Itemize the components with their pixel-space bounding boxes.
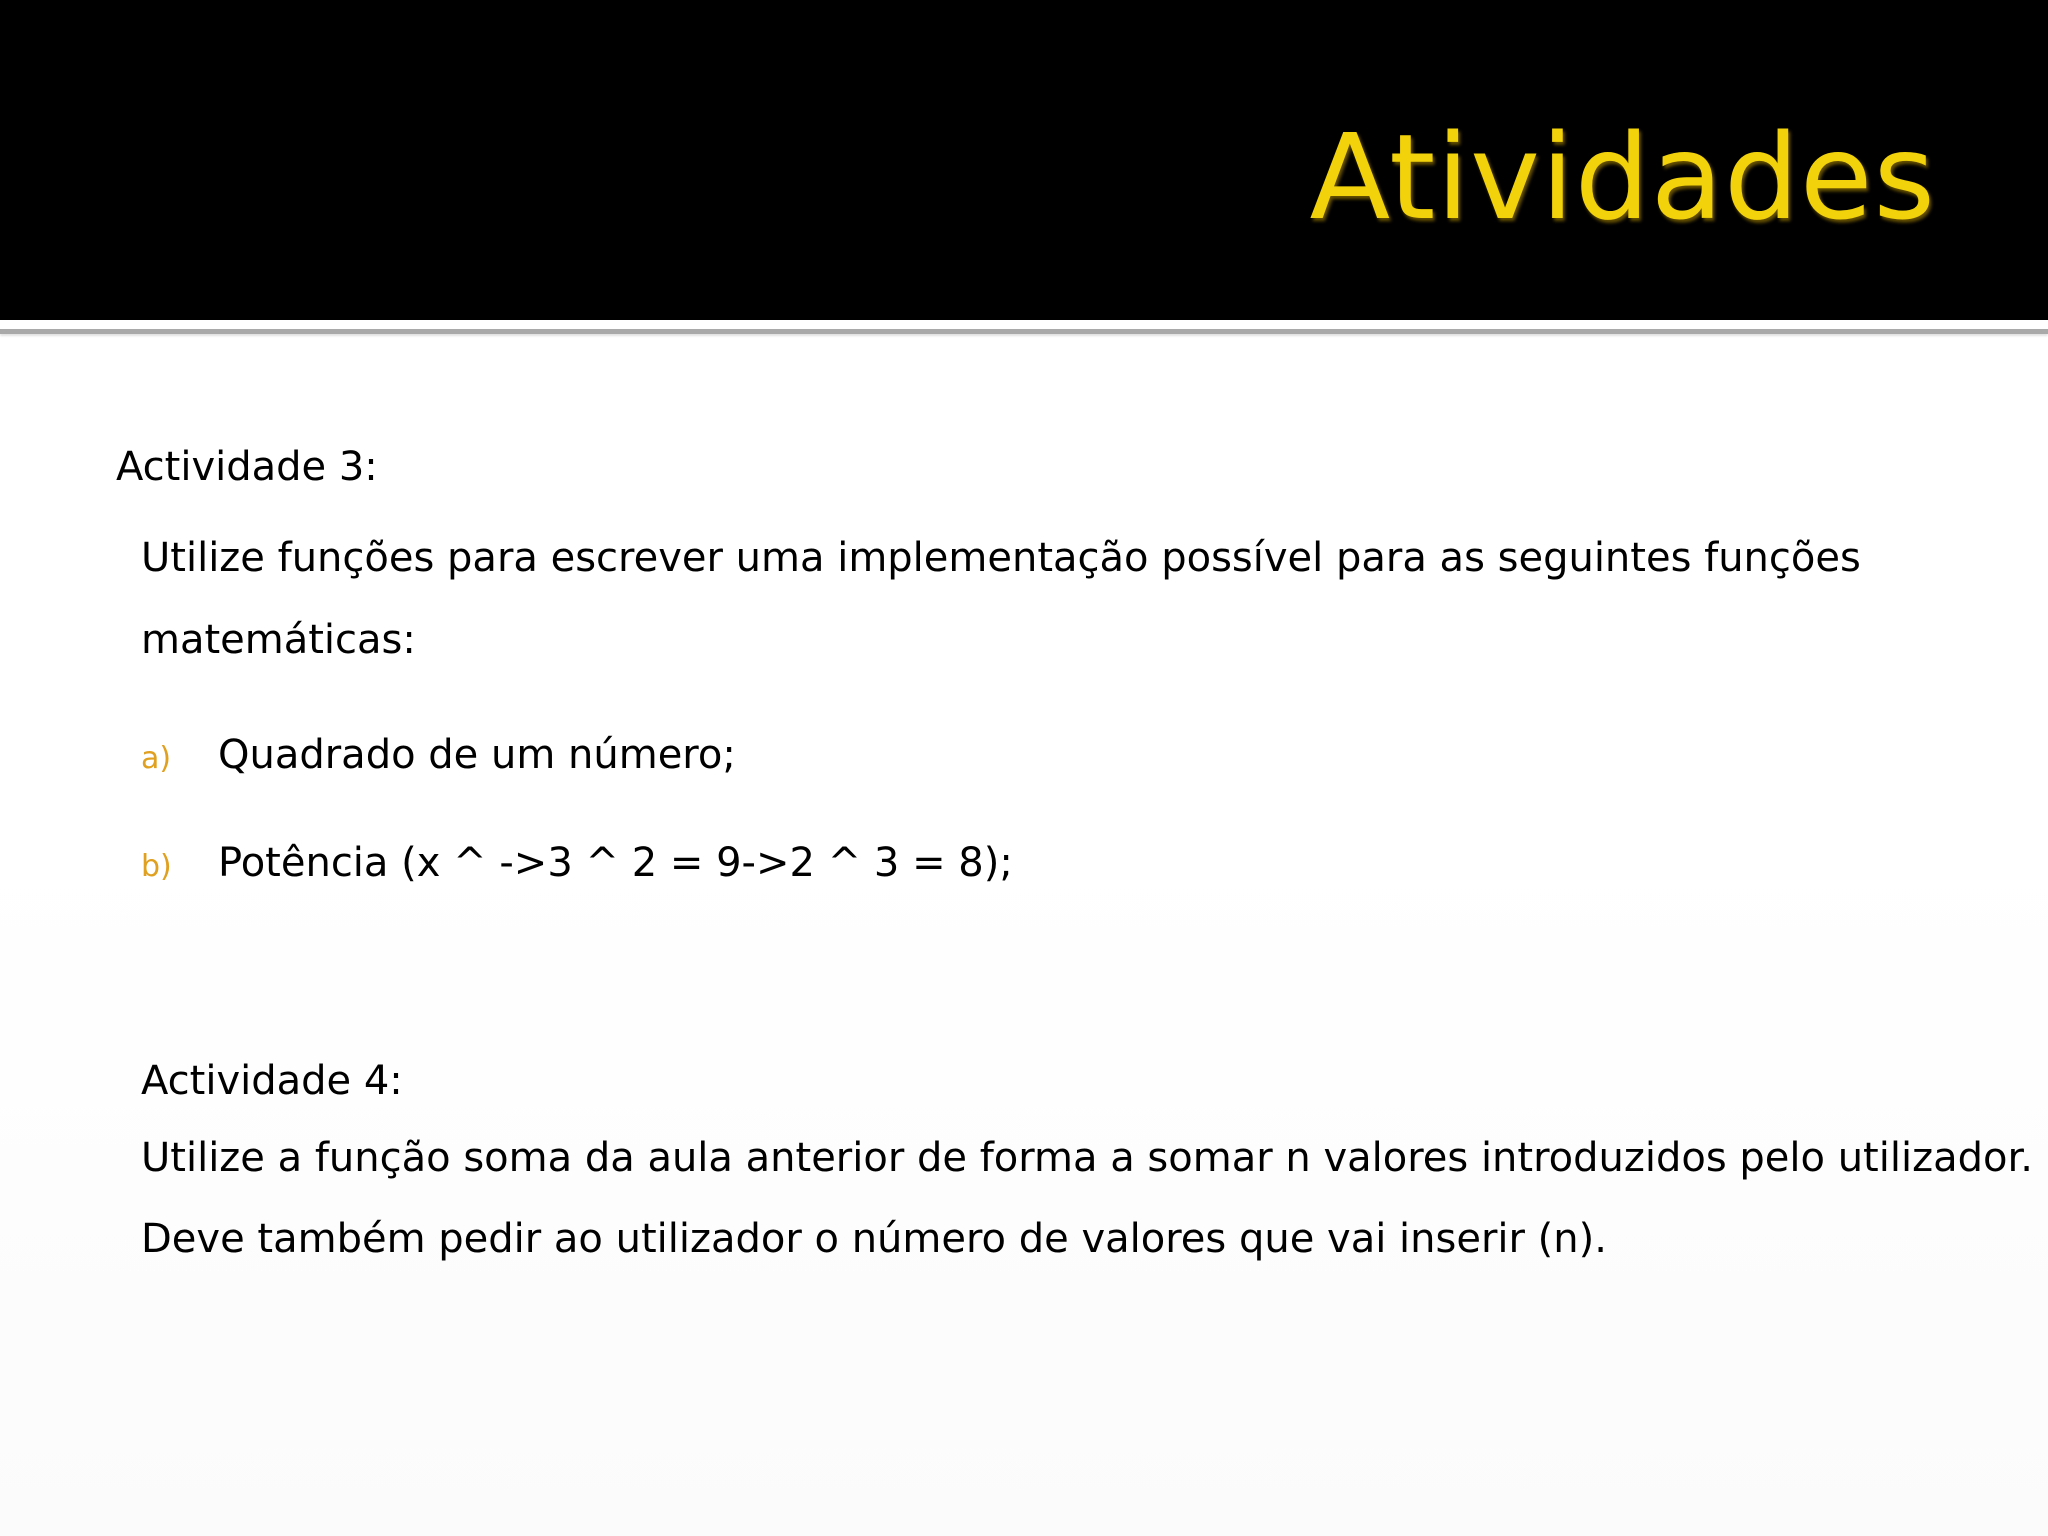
slide-title: Atividades <box>1309 108 1936 246</box>
list-marker-a: a) <box>141 741 172 776</box>
activity-3-instruction-line-1: Utilize funções para escrever uma implementação possível para as seguintes funções <box>141 535 1861 581</box>
list-item-b: Potência (x ^ ->3 ^ 2 = 9->2 ^ 3 = 8); <box>218 840 1013 886</box>
activity-4-instruction-line-2: Deve também pedir ao utilizador o número de valores que vai inserir (n). <box>141 1216 1607 1262</box>
list-marker-b: b) <box>141 849 172 884</box>
activity-4-heading: Actividade 4: <box>141 1058 403 1104</box>
activity-4-instruction-line-1: Utilize a função soma da aula anterior de forma a somar n valores introduzidos pelo utilizador. <box>141 1135 2033 1181</box>
activity-3-heading: Actividade 3: <box>116 444 378 490</box>
activity-3-instruction-line-2: matemáticas: <box>141 617 416 663</box>
list-item-a: Quadrado de um número; <box>218 732 736 778</box>
